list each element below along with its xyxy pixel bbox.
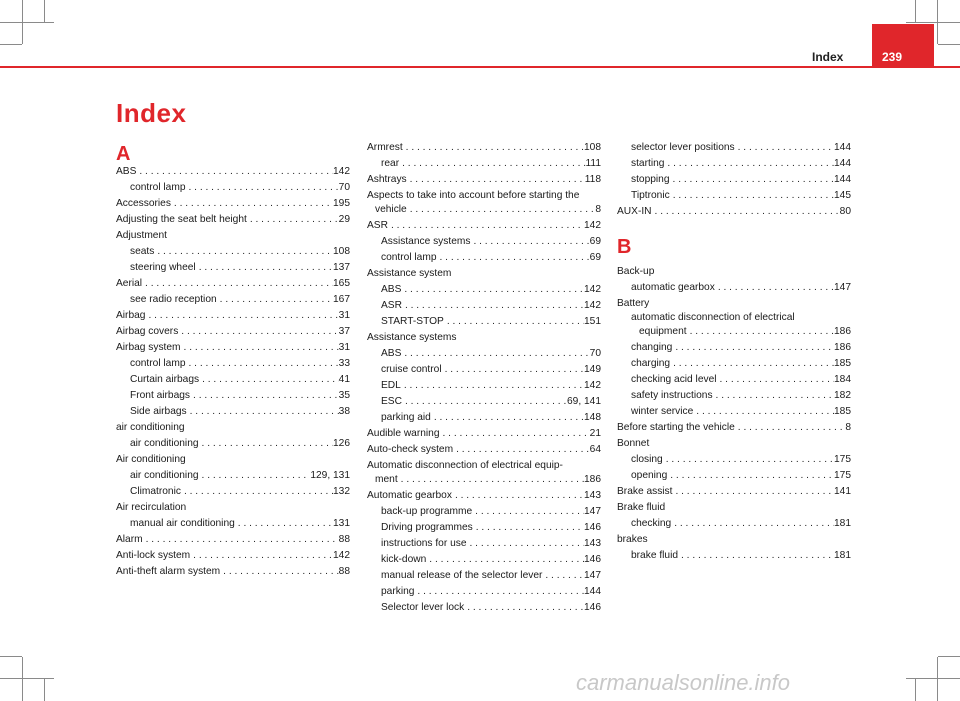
crop-mark xyxy=(906,22,960,23)
index-subentry: seats . . . 108 xyxy=(130,245,350,259)
index-subentry: selector lever positions . . . 144 xyxy=(631,141,851,155)
watermark: carmanualsonline.info xyxy=(576,670,791,695)
index-subheading: automatic disconnection of electrical xyxy=(631,312,795,323)
index-heading: Air recirculation xyxy=(116,502,187,513)
index-subentry: brake fluid . . . 181 xyxy=(631,549,851,563)
index-subentry: control lamp . . . 33 xyxy=(130,357,350,371)
index-heading: Battery xyxy=(617,298,650,309)
crop-mark xyxy=(0,678,54,679)
index-subentry: Driving programmes . . . 146 xyxy=(381,521,601,535)
crop-mark xyxy=(938,44,960,45)
index-entry: Audible warning . . . 21 xyxy=(367,427,601,441)
page-title: Index xyxy=(116,98,187,128)
index-subentry: EDL . . . 142 xyxy=(381,379,601,393)
index-entry: Adjusting the seat belt height . . . 29 xyxy=(116,213,350,227)
index-entry: Automatic gearbox . . . 143 xyxy=(367,489,601,503)
index-subentry: ESC . . . 69, 141 xyxy=(381,395,601,409)
index-heading: Bonnet xyxy=(617,438,650,449)
index-subentry: Selector lever lock . . . 146 xyxy=(381,601,601,615)
index-subentry: rear . . . 111 xyxy=(381,157,601,171)
index-heading: air conditioning xyxy=(116,422,185,433)
index-subentry: checking acid level . . . 184 xyxy=(631,373,851,387)
page-number: 239 xyxy=(882,50,903,64)
index-entry: Anti-theft alarm system . . . 88 xyxy=(116,565,350,579)
index-heading: Brake fluid xyxy=(617,502,666,513)
index-entry: ABS . . . 142 xyxy=(116,165,350,179)
index-subentry: Assistance systems . . . 69 xyxy=(381,235,601,249)
index-heading: Assistance system xyxy=(367,268,452,279)
index-entry: Auto-check system . . . 64 xyxy=(367,443,601,457)
index-entry: Airbag covers . . . 37 xyxy=(116,325,350,339)
index-subentry: parking . . . 144 xyxy=(381,585,601,599)
index-subentry: Tiptronic . . . 145 xyxy=(631,189,851,203)
index-subentry: Side airbags . . . 38 xyxy=(130,405,350,419)
index-subentry: safety instructions . . . 182 xyxy=(631,389,851,403)
index-subentry: see radio reception . . . 167 xyxy=(130,293,350,307)
crop-mark xyxy=(915,679,916,701)
index-subentry: ASR . . . 142 xyxy=(381,299,601,313)
index-subentry: Curtain airbags . . . 41 xyxy=(130,373,350,387)
index-entry: Anti-lock system . . . 142 xyxy=(116,549,350,563)
crop-mark xyxy=(0,656,22,657)
index-subentry: manual release of the selector lever . . . 147 xyxy=(381,569,601,583)
index-subentry: closing . . . 175 xyxy=(631,453,851,467)
index-heading: brakes xyxy=(617,534,648,545)
index-entry: Ashtrays . . . 118 xyxy=(367,173,601,187)
crop-mark xyxy=(0,22,54,23)
index-subentry: checking . . . 181 xyxy=(631,517,851,531)
index-subentry: winter service . . . 185 xyxy=(631,405,851,419)
index-entry: Accessories . . . 195 xyxy=(116,197,350,211)
crop-mark xyxy=(44,679,45,701)
section-letter-a: A xyxy=(116,143,131,165)
index-subentry: ment . . . 186 xyxy=(375,473,601,487)
index-subentry: Front airbags . . . 35 xyxy=(130,389,350,403)
index-subentry: Climatronic . . . 132 xyxy=(130,485,350,499)
crop-mark xyxy=(44,0,45,22)
index-subentry: kick-down . . . 146 xyxy=(381,553,601,567)
index-subentry: ABS . . . 142 xyxy=(381,283,601,297)
index-subentry: steering wheel . . . 137 xyxy=(130,261,350,275)
crop-mark xyxy=(937,657,938,701)
index-subentry: control lamp . . . 70 xyxy=(130,181,350,195)
index-subentry: changing . . . 186 xyxy=(631,341,851,355)
index-entry: Alarm . . . 88 xyxy=(116,533,350,547)
index-subentry: opening . . . 175 xyxy=(631,469,851,483)
index-entry: Before starting the vehicle . . . 8 xyxy=(617,421,851,435)
index-subentry: cruise control . . . 149 xyxy=(381,363,601,377)
header-rule xyxy=(0,66,960,68)
index-heading: Automatic disconnection of electrical equip- xyxy=(367,460,563,471)
index-heading: Back-up xyxy=(617,266,655,277)
index-subentry: automatic gearbox . . . 147 xyxy=(631,281,851,295)
index-entry: Aerial . . . 165 xyxy=(116,277,350,291)
index-entry: ASR . . . 142 xyxy=(367,219,601,233)
crop-mark xyxy=(915,0,916,22)
index-entry: AUX-IN . . . 80 xyxy=(617,205,851,219)
index-subentry: manual air conditioning . . . 131 xyxy=(130,517,350,531)
index-subentry: air conditioning . . . 129, 131 xyxy=(130,469,350,483)
crop-mark xyxy=(0,44,22,45)
index-subentry: vehicle . . . 8 xyxy=(375,203,601,217)
index-subentry: air conditioning . . . 126 xyxy=(130,437,350,451)
crop-mark xyxy=(938,656,960,657)
index-subentry: ABS . . . 70 xyxy=(381,347,601,361)
section-letter-b: B xyxy=(617,236,632,258)
index-heading: Assistance systems xyxy=(367,332,457,343)
index-heading: Adjustment xyxy=(116,230,167,241)
index-subentry: control lamp . . . 69 xyxy=(381,251,601,265)
index-entry: Airbag . . . 31 xyxy=(116,309,350,323)
index-entry: Airbag system . . . 31 xyxy=(116,341,350,355)
index-entry: Brake assist . . . 141 xyxy=(617,485,851,499)
index-subentry: parking aid . . . 148 xyxy=(381,411,601,425)
index-subentry: stopping . . . 144 xyxy=(631,173,851,187)
crop-mark xyxy=(937,0,938,44)
index-subentry: equipment . . . 186 xyxy=(639,325,851,339)
index-subentry: starting . . . 144 xyxy=(631,157,851,171)
crop-mark xyxy=(22,0,23,44)
index-heading: Air conditioning xyxy=(116,454,186,465)
index-subentry: charging . . . 185 xyxy=(631,357,851,371)
running-header: Index xyxy=(812,50,844,64)
index-entry: Armrest . . . 108 xyxy=(367,141,601,155)
index-heading: Aspects to take into account before starting the xyxy=(367,190,580,201)
index-subentry: back-up programme . . . 147 xyxy=(381,505,601,519)
index-subentry: START-STOP . . . 151 xyxy=(381,315,601,329)
index-subentry: instructions for use . . . 143 xyxy=(381,537,601,551)
crop-mark xyxy=(22,657,23,701)
